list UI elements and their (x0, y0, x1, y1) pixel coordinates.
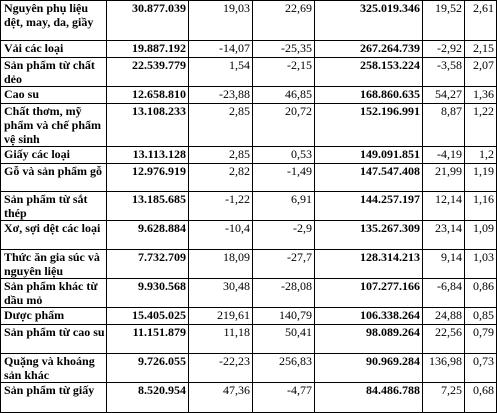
cumulative-value-cell: 267.264.739 (315, 41, 423, 58)
cumulative-change-cell: -6,84 (423, 279, 465, 308)
item-name-cell: Nguyên phụ liệu dệt, may, da, giầy (1, 1, 107, 41)
item-name-cell: Giấy các loại (1, 147, 107, 164)
cumulative-value-cell: 147.547.408 (315, 164, 423, 192)
table-body (1, 1, 497, 413)
month-value-cell: 19.887.192 (107, 41, 189, 58)
yoy-change-cell: 256,83 (253, 354, 315, 383)
share-cell: 1,03 (465, 250, 497, 279)
yoy-change-cell: -4,77 (253, 383, 315, 413)
cumulative-value-cell: 149.091.851 (315, 147, 423, 164)
month-change-cell: 2,85 (189, 104, 253, 147)
month-change-cell: -23,88 (189, 87, 253, 104)
share-cell: 0,85 (465, 308, 497, 325)
cumulative-change-cell: 24,88 (423, 308, 465, 325)
share-cell: 0,86 (465, 279, 497, 308)
cumulative-value-cell: 135.267.309 (315, 221, 423, 250)
month-change-cell: 219,61 (189, 308, 253, 325)
month-value-cell: 22.539.779 (107, 58, 189, 87)
yoy-change-cell: 46,85 (253, 87, 315, 104)
share-cell: 1,2 (465, 147, 497, 164)
share-cell: 0,73 (465, 354, 497, 383)
month-change-cell: -1,22 (189, 192, 253, 221)
cumulative-value-cell: 84.486.788 (315, 383, 423, 413)
month-change-cell: 30,48 (189, 279, 253, 308)
share-cell: 1,09 (465, 221, 497, 250)
table-row (1, 383, 497, 413)
month-change-cell: 47,36 (189, 383, 253, 413)
cumulative-value-cell: 258.153.224 (315, 58, 423, 87)
cumulative-value-cell: 168.860.635 (315, 87, 423, 104)
cumulative-change-cell: -3,58 (423, 58, 465, 87)
month-change-cell: -10,4 (189, 221, 253, 250)
item-name-cell: Dược phẩm (1, 308, 107, 325)
cumulative-change-cell: 7,25 (423, 383, 465, 413)
month-value-cell: 9.930.568 (107, 279, 189, 308)
item-name-cell: Quặng và khoáng sản khác (1, 354, 107, 383)
item-name-cell: Chất thơm, mỹ phẩm và chế phẩm vệ sinh (1, 104, 107, 147)
yoy-change-cell: 6,91 (253, 192, 315, 221)
item-name-cell: Vải các loại (1, 41, 107, 58)
month-change-cell: -14,07 (189, 41, 253, 58)
yoy-change-cell: -1,49 (253, 164, 315, 192)
yoy-change-cell: 140,79 (253, 308, 315, 325)
table-row (1, 41, 497, 58)
month-change-cell: -22,23 (189, 354, 253, 383)
table-row (1, 1, 497, 41)
share-cell: 1,36 (465, 87, 497, 104)
item-name-cell: Sản phẩm từ cao su (1, 325, 107, 354)
yoy-change-cell: -2,15 (253, 58, 315, 87)
month-value-cell: 15.405.025 (107, 308, 189, 325)
share-cell: 1,19 (465, 164, 497, 192)
yoy-change-cell: 22,69 (253, 1, 315, 41)
table-row (1, 308, 497, 325)
share-cell: 2,07 (465, 58, 497, 87)
yoy-change-cell: 50,41 (253, 325, 315, 354)
month-change-cell: 2,85 (189, 147, 253, 164)
share-cell: 0,68 (465, 383, 497, 413)
month-value-cell: 13.108.233 (107, 104, 189, 147)
month-change-cell: 2,82 (189, 164, 253, 192)
yoy-change-cell: 0,53 (253, 147, 315, 164)
cumulative-change-cell: 22,56 (423, 325, 465, 354)
cumulative-value-cell: 98.089.264 (315, 325, 423, 354)
cumulative-value-cell: 152.196.991 (315, 104, 423, 147)
month-change-cell: 18,09 (189, 250, 253, 279)
table-row (1, 221, 497, 250)
month-change-cell: 1,54 (189, 58, 253, 87)
cumulative-change-cell: 21,99 (423, 164, 465, 192)
share-cell: 0,79 (465, 325, 497, 354)
month-value-cell: 13.113.128 (107, 147, 189, 164)
cumulative-change-cell: 54,27 (423, 87, 465, 104)
cumulative-change-cell: -2,92 (423, 41, 465, 58)
cumulative-value-cell: 128.314.213 (315, 250, 423, 279)
cumulative-change-cell: 23,14 (423, 221, 465, 250)
share-cell: 2,61 (465, 1, 497, 41)
month-value-cell: 12.658.810 (107, 87, 189, 104)
cumulative-change-cell: 136,98 (423, 354, 465, 383)
table-row (1, 250, 497, 279)
cumulative-value-cell: 325.019.346 (315, 1, 423, 41)
cumulative-value-cell: 90.969.284 (315, 354, 423, 383)
cumulative-change-cell: 8,87 (423, 104, 465, 147)
month-change-cell: 11,18 (189, 325, 253, 354)
item-name-cell: Xơ, sợi dệt các loại (1, 221, 107, 250)
table-row (1, 192, 497, 221)
table-row (1, 104, 497, 147)
cumulative-change-cell: -4,19 (423, 147, 465, 164)
month-value-cell: 12.976.919 (107, 164, 189, 192)
cumulative-value-cell: 107.277.166 (315, 279, 423, 308)
month-value-cell: 9.726.055 (107, 354, 189, 383)
table-row (1, 58, 497, 87)
yoy-change-cell: -27,7 (253, 250, 315, 279)
month-value-cell: 11.151.879 (107, 325, 189, 354)
month-value-cell: 7.732.709 (107, 250, 189, 279)
cumulative-value-cell: 144.257.197 (315, 192, 423, 221)
cumulative-change-cell: 12,14 (423, 192, 465, 221)
yoy-change-cell: -2,9 (253, 221, 315, 250)
cumulative-value-cell: 106.338.264 (315, 308, 423, 325)
item-name-cell: Sản phẩm từ chất dẻo (1, 58, 107, 87)
cumulative-change-cell: 9,14 (423, 250, 465, 279)
item-name-cell: Sản phẩm khác từ dầu mỏ (1, 279, 107, 308)
item-name-cell: Thức ăn gia súc và nguyên liệu (1, 250, 107, 279)
item-name-cell: Cao su (1, 87, 107, 104)
item-name-cell: Gỗ và sản phẩm gỗ (1, 164, 107, 192)
month-value-cell: 8.520.954 (107, 383, 189, 413)
yoy-change-cell: 20,72 (253, 104, 315, 147)
table-row (1, 164, 497, 192)
share-cell: 2,15 (465, 41, 497, 58)
table-row (1, 147, 497, 164)
month-change-cell: 19,03 (189, 1, 253, 41)
item-name-cell: Sản phẩm từ sắt thép (1, 192, 107, 221)
table-row (1, 87, 497, 104)
share-cell: 1,16 (465, 192, 497, 221)
yoy-change-cell: -25,35 (253, 41, 315, 58)
cumulative-change-cell: 19,52 (423, 1, 465, 41)
month-value-cell: 30.877.039 (107, 1, 189, 41)
month-value-cell: 13.185.685 (107, 192, 189, 221)
month-value-cell: 9.628.884 (107, 221, 189, 250)
table-row (1, 354, 497, 383)
item-name-cell: Sản phẩm từ giấy (1, 383, 107, 413)
table-row (1, 279, 497, 308)
share-cell: 1,22 (465, 104, 497, 147)
table-row (1, 325, 497, 354)
yoy-change-cell: -28,08 (253, 279, 315, 308)
